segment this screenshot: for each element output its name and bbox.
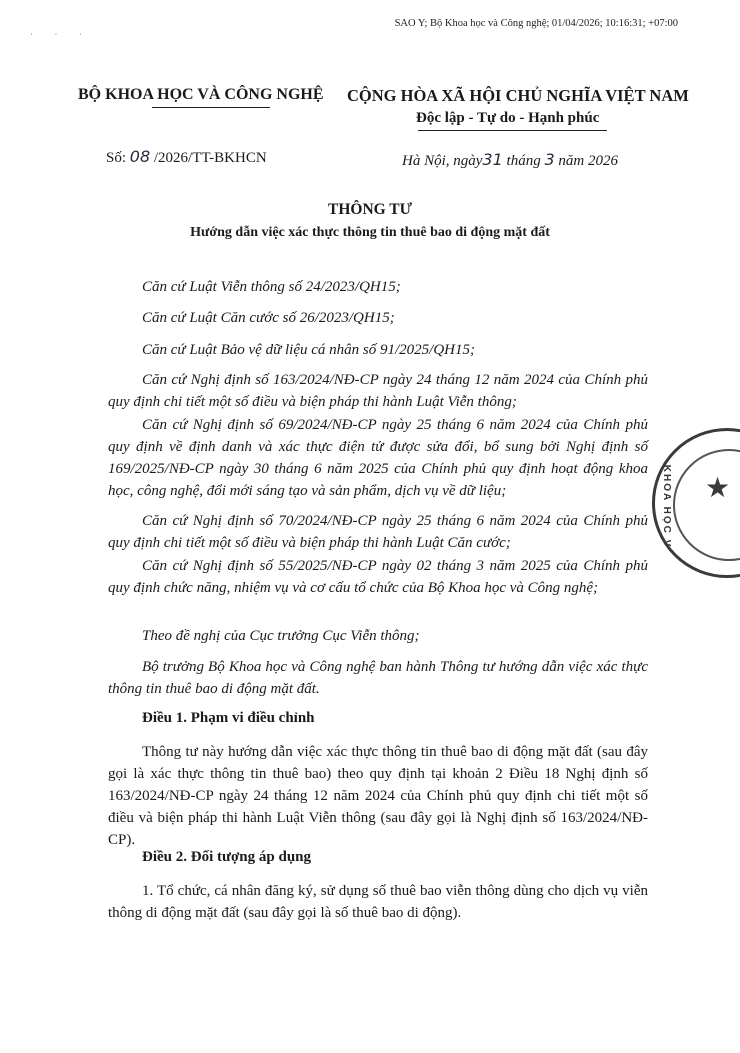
- seal-text: BỘ KHOA HỌC V: [661, 441, 672, 549]
- preamble-item: Căn cứ Luật Căn cước số 26/2023/QH15;: [142, 310, 395, 326]
- preamble-item: Căn cứ Luật Viễn thông số 24/2023/QH15;: [142, 279, 401, 295]
- preamble-item: Bộ trưởng Bộ Khoa học và Công nghệ ban hành Thông tư hướng dẫn việc xác thực thông tin thuê bao di động mặt đất.: [108, 659, 648, 697]
- ministry-name: BỘ KHOA HỌC VÀ CÔNG NGHỆ: [78, 86, 324, 103]
- document-type: THÔNG TƯ: [328, 201, 412, 218]
- date-place: Hà Nội, ngày: [402, 153, 483, 169]
- motto-underline: [418, 130, 607, 131]
- preamble-item: Căn cứ Luật Bảo vệ dữ liệu cá nhân số 91/2025/QH15;: [142, 342, 475, 358]
- ministry-underline: [152, 107, 270, 108]
- star-icon: ★: [705, 473, 731, 504]
- document-date: [402, 150, 618, 170]
- date-month-label: tháng: [506, 153, 541, 169]
- national-title: CỘNG HÒA XÃ HỘI CHỦ NGHĨA VIỆT NAM: [347, 86, 689, 105]
- docno-prefix: Số:: [106, 150, 127, 166]
- date-month-handwritten: 3: [544, 150, 555, 169]
- preamble-item: Căn cứ Nghị định số 163/2024/NĐ-CP ngày 24 tháng 12 năm 2024 của Chính phủ quy định chi tiết một số điều và biện pháp thi hành Luật Viễn thông;: [108, 372, 648, 410]
- preamble-item: Căn cứ Nghị định số 70/2024/NĐ-CP ngày 25 tháng 6 năm 2024 của Chính phủ quy định chi tiết một số điều và biện pháp thi hành Luật Căn cước;: [108, 513, 648, 551]
- article-1-text: Thông tư này hướng dẫn việc xác thực thông tin thuê bao di động mặt đất (sau đây gọi là xác thực thông tin thuê bao) theo quy định tại khoản 2 Điều 18 Nghị định số 163/2024/NĐ-CP ngày 24 tháng 12 năm 2024 của Chính phủ quy định chi tiết một số điều và biện pháp thi hành Luật Viễn thông (sau đây gọi là Nghị định số 163/2024/NĐ-CP).: [108, 744, 648, 848]
- date-year: năm 2026: [558, 153, 618, 169]
- seal-inner-ring: [673, 449, 740, 561]
- scan-specks: · · ·: [30, 30, 92, 39]
- docno-handwritten-number: 08: [129, 147, 151, 166]
- official-seal: [652, 428, 740, 578]
- article-2-text: 1. Tổ chức, cá nhân đăng ký, sử dụng số thuê bao viễn thông dùng cho dịch vụ viễn thông di động mặt đất (sau đây gọi là số thuê bao di động).: [108, 883, 648, 921]
- national-motto: Độc lập - Tự do - Hạnh phúc: [416, 110, 600, 126]
- date-day-handwritten: 31: [482, 150, 503, 169]
- docno-suffix: /2026/TT-BKHCN: [153, 150, 267, 166]
- document-number: [106, 147, 267, 167]
- article-2-heading: Điều 2. Đối tượng áp dụng: [142, 849, 312, 865]
- preamble-item: Theo đề nghị của Cục trưởng Cục Viễn thông;: [142, 628, 420, 644]
- article-1-heading: Điều 1. Phạm vi điều chỉnh: [142, 710, 315, 726]
- copy-stamp: SAO Y; Bộ Khoa học và Công nghệ; 01/04/2026; 10:16:31; +07:00: [394, 18, 678, 29]
- preamble-item: Căn cứ Nghị định số 69/2024/NĐ-CP ngày 25 tháng 6 năm 2024 của Chính phủ quy định về định danh và xác thực điện tử được sửa đổi, bổ sung bởi Nghị định số 169/2025/NĐ-CP ngày 30 tháng 6 năm 2025 của Chính phủ quy định hoạt động khoa học, công nghệ, đổi mới sáng tạo và sản phẩm, dịch vụ về dữ liệu;: [108, 417, 648, 499]
- preamble-item: Căn cứ Nghị định số 55/2025/NĐ-CP ngày 02 tháng 3 năm 2025 của Chính phủ quy định chức năng, nhiệm vụ và cơ cấu tổ chức của Bộ Khoa học và Công nghệ;: [108, 558, 648, 596]
- document-subject: Hướng dẫn việc xác thực thông tin thuê bao di động mặt đất: [190, 225, 550, 240]
